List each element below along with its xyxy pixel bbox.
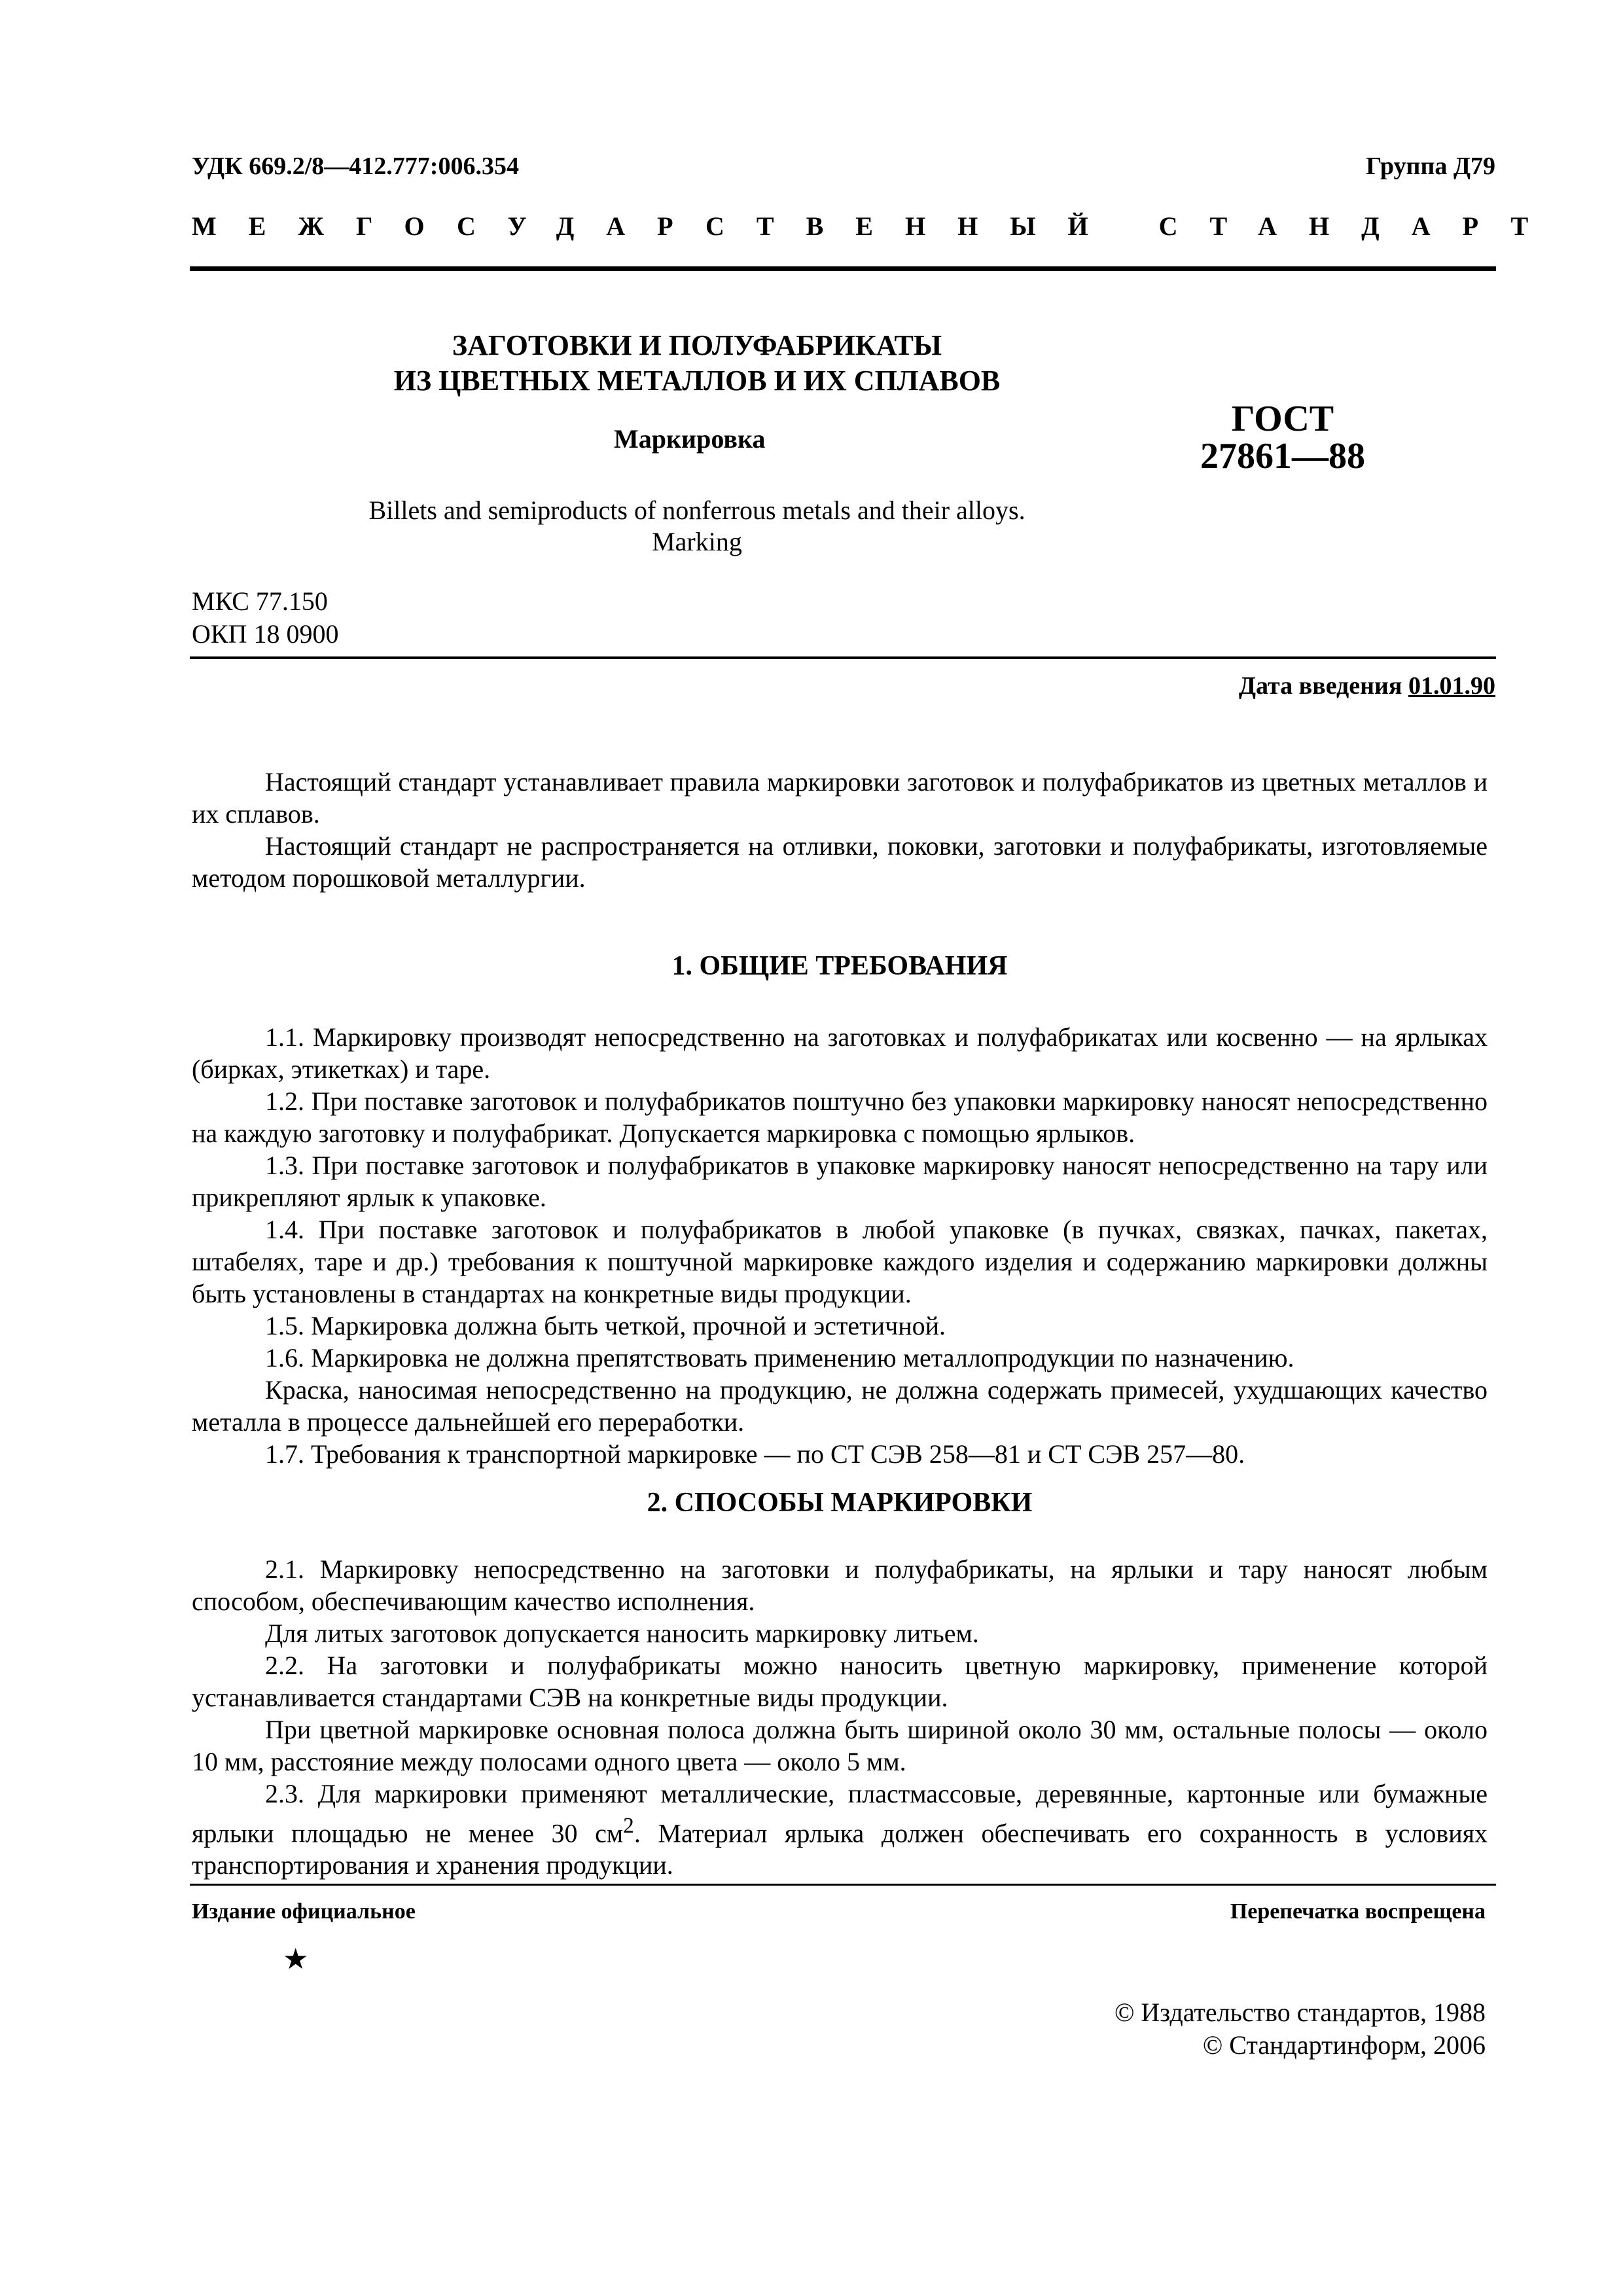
intro-paragraph: Настоящий стандарт не распространяется на отливки, поковки, заготовки и полуфабрикаты, изготовляемые методом порошковой металлургии.: [192, 831, 1488, 893]
header-rule: [190, 266, 1496, 271]
title-line-2: ИЗ ЦВЕТНЫХ МЕТАЛЛОВ И ИХ СПЛАВОВ: [393, 365, 1001, 397]
section-2-title: 2. СПОСОБЫ МАРКИРОВКИ: [647, 1488, 1033, 1518]
paragraph: 1.3. При поставке заготовок и полуфабрикатов в упаковке маркировку наносят непосредственно на тару или прикрепляют ярлык к упаковке.: [192, 1151, 1488, 1212]
paragraph: Для литых заготовок допускается наносить маркировку литьем.: [265, 1619, 979, 1648]
english-title-line-1: Billets and semiproducts of nonferrous metals and their alloys.: [368, 495, 1026, 525]
star-icon: ★: [283, 1943, 309, 1975]
group-code: Группа Д79: [1366, 152, 1495, 180]
mks-code: МКС 77.150: [192, 586, 328, 616]
udc-code: УДК 669.2/8—412.777:006.354: [192, 152, 519, 180]
section-1-title: 1. ОБЩИЕ ТРЕБОВАНИЯ: [671, 951, 1008, 981]
subtitle: Маркировка: [614, 424, 766, 454]
section-2-body: [192, 1553, 1488, 1881]
paragraph: 2.1. Маркировку непосредственно на заготовки и полуфабрикаты, на ярлыки и тару наносят любым способом, обеспечивающим качество исполнения.: [192, 1554, 1488, 1616]
reprint-notice: Перепечатка воспрещена: [1230, 1899, 1486, 1924]
section-1-body: [192, 1021, 1488, 1470]
intro-date-label: Дата введения: [1238, 672, 1408, 700]
footer-rule: [190, 1884, 1496, 1886]
paragraph: При цветной маркировке основная полоса должна быть шириной около 30 мм, остальные полосы — около 10 мм, расстояние между полосами одного цвета — около 5 мм.: [192, 1715, 1488, 1776]
paragraph: 1.1. Маркировку производят непосредственно на заготовках и полуфабрикатах или косвенно — на ярлыках (бирках, этикетках) и таре.: [192, 1022, 1488, 1084]
paragraph-2-3: 2.3. Для маркировки применяют металлические, пластмассовые, деревянные, картонные или бумажные ярлыки площадью не менее 30 $см^2$. Материал ярлыка должен обеспечивать его сохранность в условиях транспортирования и хранения продукции.: [192, 1779, 1488, 1880]
gost-number: 27861—88: [1200, 436, 1365, 476]
paragraph: 1.4. При поставке заготовок и полуфабрикатов в любой упаковке (в пучках, связках, пачках, пакетах, штабелях, таре и др.) требования к поштучной маркировке каждого изделия и содержанию маркировки должны быть установлены в стандартах на конкретные виды продукции.: [192, 1215, 1488, 1308]
paragraph: 1.6. Маркировка не должна препятствовать применению металлопродукции по назначению.: [265, 1343, 1294, 1372]
intro-paragraph: Настоящий стандарт устанавливает правила маркировки заготовок и полуфабрикатов из цветных металлов и их сплавов.: [192, 767, 1488, 829]
title-line-1: ЗАГОТОВКИ И ПОЛУФАБРИКАТЫ: [452, 329, 942, 361]
gost-label: ГОСТ: [1231, 399, 1334, 439]
paragraph: 1.2. При поставке заготовок и полуфабрикатов поштучно без упаковки маркировку наносят непосредственно на каждую заготовку и полуфабрикат. Допускается маркировка с помощью ярлыков.: [192, 1086, 1488, 1148]
okp-code: ОКП 18 0900: [192, 619, 339, 649]
intro-text: [192, 766, 1488, 894]
intro-date: [1239, 672, 1495, 700]
paragraph: 1.7. Требования к транспортной маркировке — по СТ СЭВ 258—81 и СТ СЭВ 257—80.: [265, 1439, 1245, 1469]
paragraph: 2.2. На заготовки и полуфабрикаты можно наносить цветную маркировку, применение которой устанавливается стандартами СЭВ на конкретные виды продукции.: [192, 1651, 1488, 1712]
edition-label: Издание официальное: [192, 1899, 416, 1924]
paragraph: Краска, наносимая непосредственно на продукцию, не должна содержать примесей, ухудшающих качество металла в процессе дальнейшей его переработки.: [192, 1375, 1488, 1437]
copyright-2006: © Стандартинформ, 2006: [1202, 2030, 1486, 2060]
codes-rule: [190, 656, 1496, 659]
copyright-1988: © Издательство стандартов, 1988: [1114, 1998, 1486, 2027]
intro-date-value: 01.01.90: [1408, 672, 1495, 700]
english-title-line-2: Marking: [652, 527, 742, 556]
standard-type-heading: МЕЖГОСУДАРСТВЕННЫЙ СТАНДАРТ: [192, 211, 1561, 241]
paragraph: 1.5. Маркировка должна быть четкой, прочной и эстетичной.: [265, 1311, 946, 1340]
